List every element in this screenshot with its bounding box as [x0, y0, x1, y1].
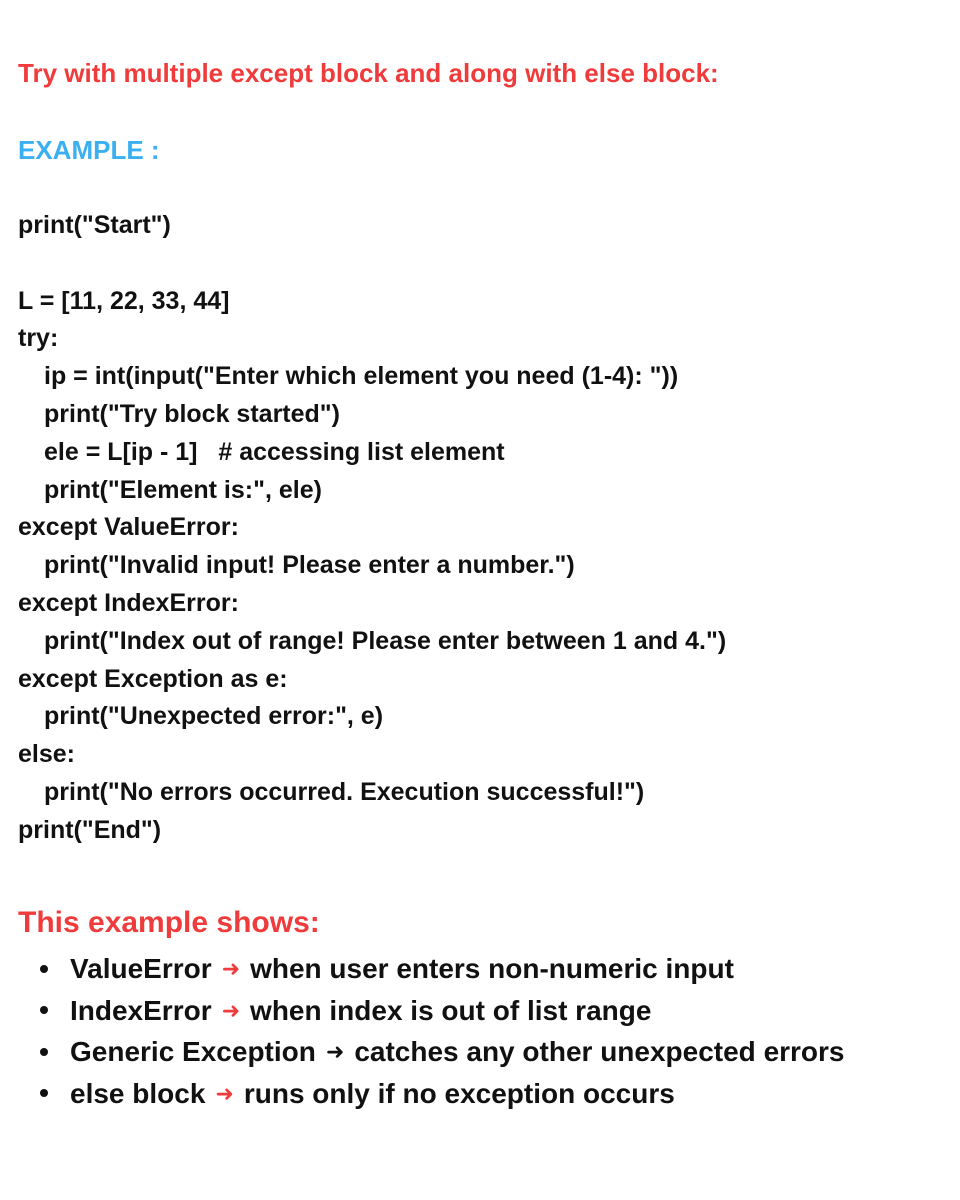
summary-title: This example shows:	[18, 906, 320, 939]
code-line: except ValueError:	[18, 513, 239, 542]
code-line: except Exception as e:	[18, 664, 288, 693]
code-line: print("Index out of range! Please enter between 1 and 4.")	[44, 626, 727, 655]
arrow-right-icon: ➜	[221, 997, 241, 1023]
code-line: else:	[18, 740, 75, 769]
arrow-right-icon: ➜	[325, 1039, 345, 1064]
code-line: L = [11, 22, 33, 44]	[18, 286, 230, 315]
code-line: print("Invalid input! Please enter a number.")	[44, 551, 575, 580]
summary-item	[40, 1073, 845, 1115]
code-line	[18, 245, 726, 283]
summary-item	[40, 990, 845, 1032]
bullet-dot-icon	[40, 1048, 48, 1056]
summary-item-description: when index is out of list range	[250, 994, 652, 1026]
summary-item-term: Generic Exception	[70, 1036, 316, 1067]
arrow-right-icon: ➜	[215, 1080, 234, 1106]
code-line: print("No errors occurred. Execution successful!")	[44, 777, 645, 806]
summary-item-description: runs only if no exception occurs	[243, 1077, 675, 1109]
arrow-right-icon: ➜	[221, 956, 241, 981]
bullet-dot-icon	[40, 1006, 48, 1014]
summary-item	[40, 1031, 845, 1073]
bullet-dot-icon	[40, 1089, 48, 1097]
code-line: print("End")	[18, 815, 162, 844]
summary-item	[40, 948, 845, 990]
summary-list	[40, 948, 845, 1114]
summary-item-term: ValueError	[70, 953, 212, 984]
summary-item-term: IndexError	[70, 994, 212, 1026]
bullet-dot-icon	[40, 965, 48, 973]
code-line: print("Try block started")	[44, 399, 340, 428]
page-heading: Try with multiple except block and along with else block:	[18, 58, 719, 88]
code-line: ele = L[ip - 1] # accessing list element	[44, 437, 505, 466]
code-line: print("Unexpected error:", e)	[44, 702, 384, 731]
code-block	[18, 207, 726, 850]
summary-item-description: when user enters non-numeric input	[250, 953, 734, 984]
code-line: try:	[18, 324, 59, 353]
code-line: print("Start")	[18, 211, 171, 239]
summary-item-term: else block	[70, 1077, 206, 1109]
code-line: print("Element is:", ele)	[44, 475, 322, 504]
example-label: EXAMPLE :	[18, 135, 160, 165]
code-line: ip = int(input("Enter which element you need (1-4): "))	[44, 362, 679, 391]
summary-item-description: catches any other unexpected errors	[354, 1036, 845, 1067]
code-line: except IndexError:	[18, 588, 239, 617]
